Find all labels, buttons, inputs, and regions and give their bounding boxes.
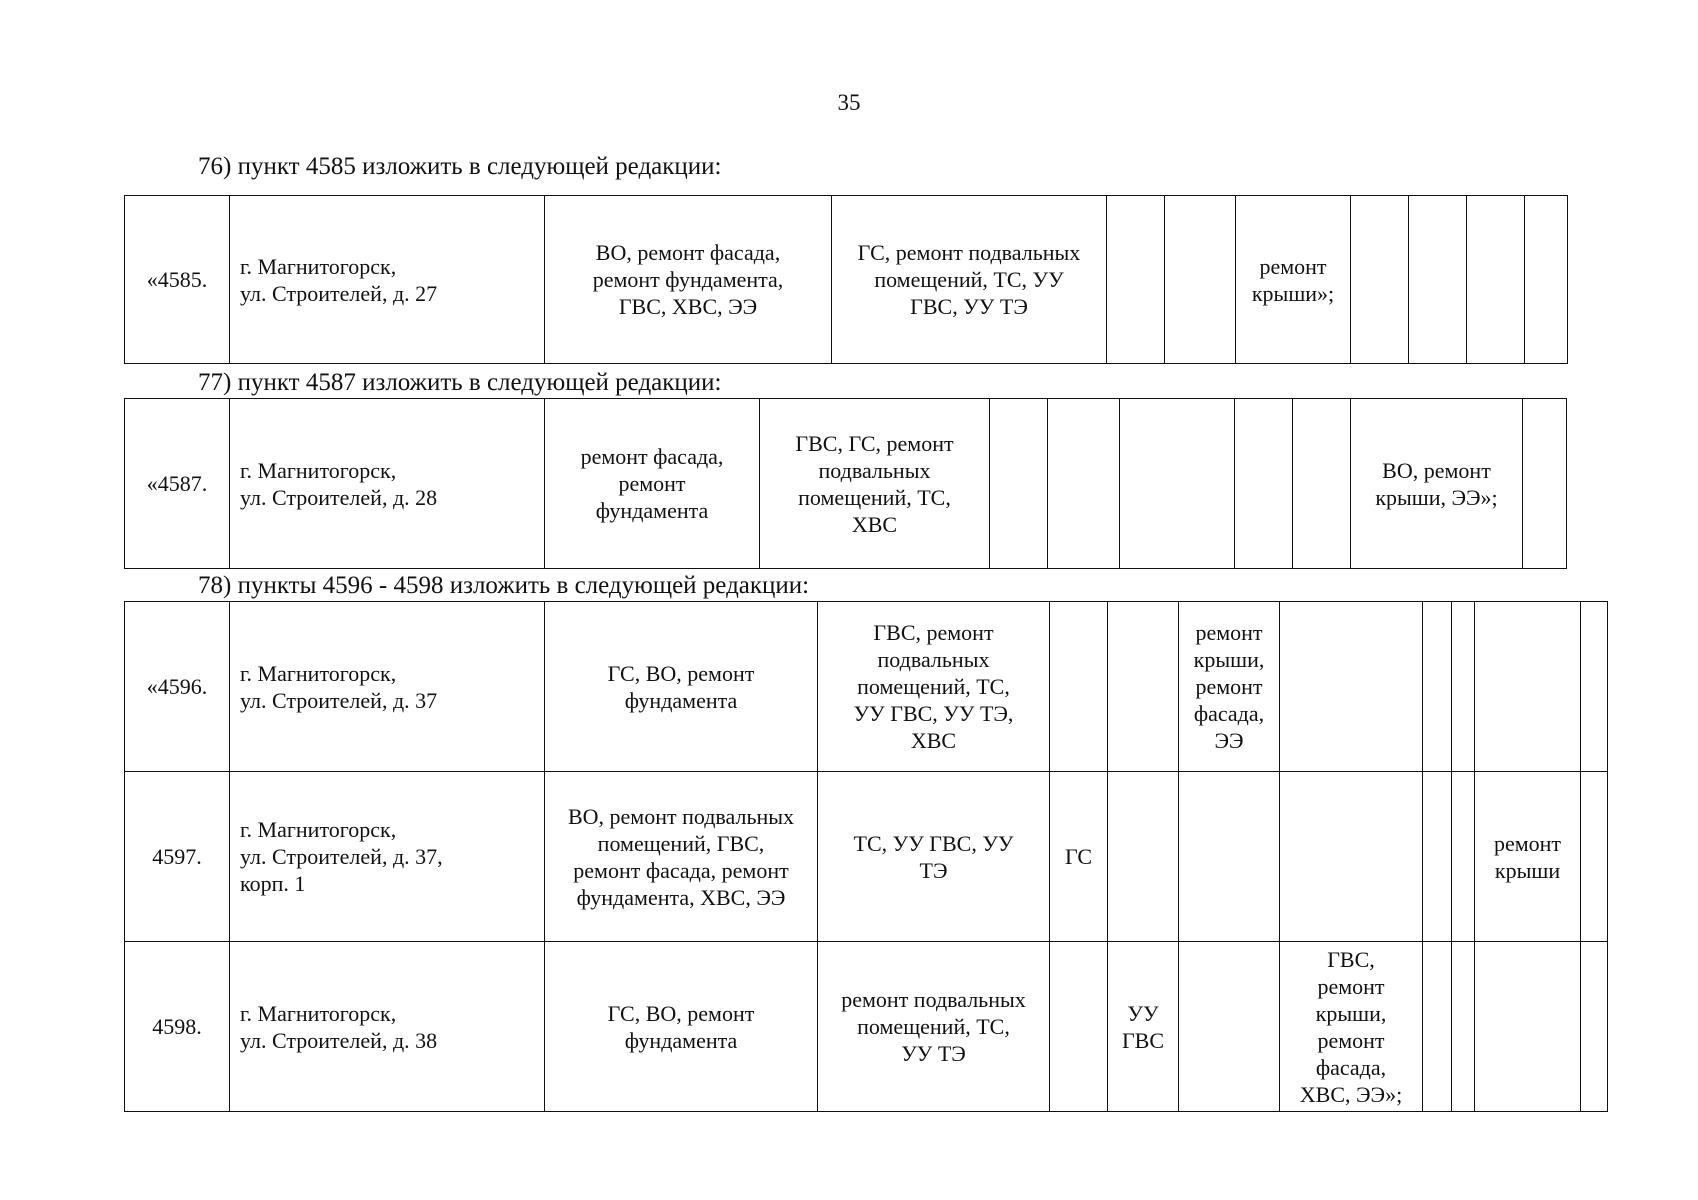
cell-line: помещений, ТС, bbox=[857, 674, 1010, 699]
cell-line: ХВС, ЭЭ»; bbox=[1299, 1081, 1403, 1107]
address-line: г. Магнитогорск, bbox=[240, 1000, 397, 1026]
work-cell bbox=[1467, 196, 1525, 364]
table-row bbox=[125, 942, 1608, 1112]
work-cell bbox=[1050, 942, 1108, 1112]
cell-line: крыши, ЭЭ»; bbox=[1375, 484, 1498, 510]
work-cell bbox=[818, 942, 1050, 1112]
cell-line: ремонт bbox=[1493, 830, 1562, 856]
work-cell bbox=[1475, 602, 1581, 772]
row-number-cell: «4587. bbox=[125, 399, 230, 569]
address-line: г. Магнитогорск, bbox=[240, 457, 397, 483]
table-row bbox=[125, 196, 1611, 364]
work-cell bbox=[1293, 399, 1351, 569]
work-cell bbox=[1452, 772, 1475, 942]
table-row bbox=[125, 399, 1611, 569]
row-number-cell: «4596. bbox=[125, 602, 230, 772]
work-cell bbox=[1179, 942, 1280, 1112]
cell-line: ГС bbox=[1064, 844, 1093, 869]
table-section-76 bbox=[124, 195, 1611, 364]
address-line: г. Магнитогорск, bbox=[240, 660, 397, 686]
cell-line: ХВС bbox=[910, 728, 957, 753]
address-line: ул. Строителей, д. 27 bbox=[240, 280, 438, 306]
address-cell bbox=[230, 772, 545, 942]
work-cell bbox=[1120, 399, 1235, 569]
cell-line: ГВС bbox=[1121, 1027, 1165, 1053]
cell-line: крыши»; bbox=[1251, 280, 1335, 306]
address-cell bbox=[230, 196, 545, 364]
work-cell bbox=[545, 942, 818, 1112]
work-cell bbox=[818, 772, 1050, 942]
cell-line: крыши, bbox=[1315, 1000, 1387, 1026]
work-cell bbox=[760, 399, 990, 569]
work-cell bbox=[1050, 602, 1108, 772]
work-cell bbox=[1236, 196, 1351, 364]
page-number: 35 bbox=[837, 90, 861, 115]
work-cell bbox=[1581, 772, 1608, 942]
cell-line: ГВС, ГС, ремонт bbox=[795, 430, 954, 456]
work-cell bbox=[1179, 602, 1280, 772]
cell-line: УУ bbox=[1127, 1000, 1159, 1026]
cell-line: ТС, УУ ГВС, УУ bbox=[853, 830, 1014, 856]
work-cell bbox=[1048, 399, 1120, 569]
address-line: г. Магнитогорск, bbox=[240, 817, 397, 842]
work-cell bbox=[1423, 772, 1452, 942]
work-cell bbox=[1107, 196, 1165, 364]
cell-line: ЭЭ bbox=[1214, 728, 1244, 753]
address-cell bbox=[230, 942, 545, 1112]
cell-line: ГС, ремонт подвальных bbox=[857, 240, 1081, 265]
address-line: ул. Строителей, д. 37, bbox=[240, 844, 443, 869]
cell-line: ремонт фундамента, bbox=[592, 267, 784, 292]
cell-line: фундамента bbox=[595, 498, 709, 523]
section-heading-78: 78) пункты 4596 - 4598 изложить в следующей редакции: bbox=[198, 572, 810, 599]
address-line: г. Магнитогорск, bbox=[240, 253, 397, 279]
cell-line: ВО, ремонт подвальных bbox=[567, 803, 795, 829]
work-cell bbox=[1050, 772, 1108, 942]
cell-line: ремонт bbox=[1195, 620, 1263, 645]
cell-line: ГС, ВО, ремонт bbox=[607, 660, 755, 686]
work-cell bbox=[1179, 772, 1280, 942]
cell-line: помещений, ТС, bbox=[857, 1014, 1010, 1039]
cell-line: фасада, bbox=[1193, 701, 1265, 726]
cell-line: ГВС, ремонт bbox=[873, 620, 994, 645]
cell-line: фасада, bbox=[1315, 1054, 1387, 1080]
cell-line: ремонт подвальных bbox=[841, 987, 1026, 1012]
work-cell bbox=[818, 602, 1050, 772]
section-heading-77: 77) пункт 4587 изложить в следующей редакции: bbox=[198, 369, 722, 396]
work-cell bbox=[1108, 942, 1179, 1112]
work-cell bbox=[1280, 772, 1423, 942]
work-cell bbox=[1525, 196, 1568, 364]
row-number-cell: «4585. bbox=[125, 196, 230, 364]
cell-line: ВО, ремонт фасада, bbox=[595, 240, 781, 265]
address-cell bbox=[230, 602, 545, 772]
work-cell bbox=[1423, 602, 1452, 772]
work-cell bbox=[1581, 602, 1608, 772]
work-cell bbox=[1108, 602, 1179, 772]
row-number-cell: 4598. bbox=[125, 942, 230, 1112]
cell-line: помещений, ТС, bbox=[798, 484, 951, 510]
table-section-78 bbox=[124, 601, 1608, 1112]
address-cell bbox=[230, 399, 545, 569]
cell-line: ремонт bbox=[1259, 253, 1327, 279]
cell-line: подвальных bbox=[818, 457, 931, 483]
work-cell bbox=[1452, 602, 1475, 772]
work-cell bbox=[1351, 399, 1523, 569]
work-cell bbox=[545, 399, 760, 569]
cell-line: ремонт bbox=[618, 471, 686, 496]
work-cell bbox=[1423, 942, 1452, 1112]
work-cell bbox=[1108, 772, 1179, 942]
cell-line: крыши bbox=[1494, 857, 1561, 883]
work-cell bbox=[1452, 942, 1475, 1112]
work-cell bbox=[1581, 942, 1608, 1112]
table-section-77 bbox=[124, 398, 1611, 569]
cell-line: фундамента bbox=[624, 1027, 738, 1053]
address-line: корп. 1 bbox=[240, 871, 306, 896]
work-cell bbox=[832, 196, 1107, 364]
work-cell bbox=[545, 196, 832, 364]
work-cell bbox=[1165, 196, 1236, 364]
cell-line: ремонт bbox=[1317, 973, 1385, 999]
work-cell bbox=[1475, 772, 1581, 942]
address-line: ул. Строителей, д. 38 bbox=[240, 1027, 438, 1053]
cell-line: ГВС, ХВС, ЭЭ bbox=[618, 294, 758, 319]
cell-line: подвальных bbox=[877, 647, 990, 672]
work-cell bbox=[545, 772, 818, 942]
work-cell bbox=[1280, 602, 1423, 772]
cell-line: фундамента, ХВС, ЭЭ bbox=[576, 884, 786, 910]
work-cell bbox=[1523, 399, 1567, 569]
row-number-cell: 4597. bbox=[125, 772, 230, 942]
cell-line: ТЭ bbox=[919, 857, 948, 883]
cell-line: ремонт bbox=[1317, 1027, 1385, 1053]
work-cell bbox=[1475, 942, 1581, 1112]
work-cell bbox=[1351, 196, 1409, 364]
work-cell bbox=[545, 602, 818, 772]
cell-line: ГС, ВО, ремонт bbox=[607, 1000, 755, 1026]
cell-line: ХВС bbox=[851, 511, 898, 537]
cell-line: фундамента bbox=[624, 687, 738, 713]
work-cell bbox=[1280, 942, 1423, 1112]
cell-line: ГВС, bbox=[1327, 946, 1375, 972]
cell-line: ремонт bbox=[1195, 674, 1263, 699]
section-heading-76: 76) пункт 4585 изложить в следующей редакции: bbox=[198, 153, 722, 180]
address-line: ул. Строителей, д. 37 bbox=[240, 687, 438, 713]
work-cell bbox=[1235, 399, 1293, 569]
work-cell bbox=[1409, 196, 1467, 364]
cell-line: УУ ГВС, УУ ТЭ, bbox=[853, 701, 1014, 726]
address-line: ул. Строителей, д. 28 bbox=[240, 484, 438, 510]
cell-line: ремонт фасада, ремонт bbox=[573, 857, 789, 883]
cell-line: УУ ТЭ bbox=[901, 1041, 966, 1066]
cell-line: ремонт фасада, bbox=[580, 444, 724, 469]
cell-line: ГВС, УУ ТЭ bbox=[910, 294, 1028, 319]
table-row bbox=[125, 602, 1608, 772]
cell-line: ВО, ремонт bbox=[1382, 457, 1491, 483]
work-cell bbox=[990, 399, 1048, 569]
cell-line: помещений, ТС, УУ bbox=[874, 267, 1064, 292]
cell-line: крыши, bbox=[1193, 647, 1265, 672]
cell-line: помещений, ГВС, bbox=[597, 830, 765, 856]
table-row bbox=[125, 772, 1608, 942]
